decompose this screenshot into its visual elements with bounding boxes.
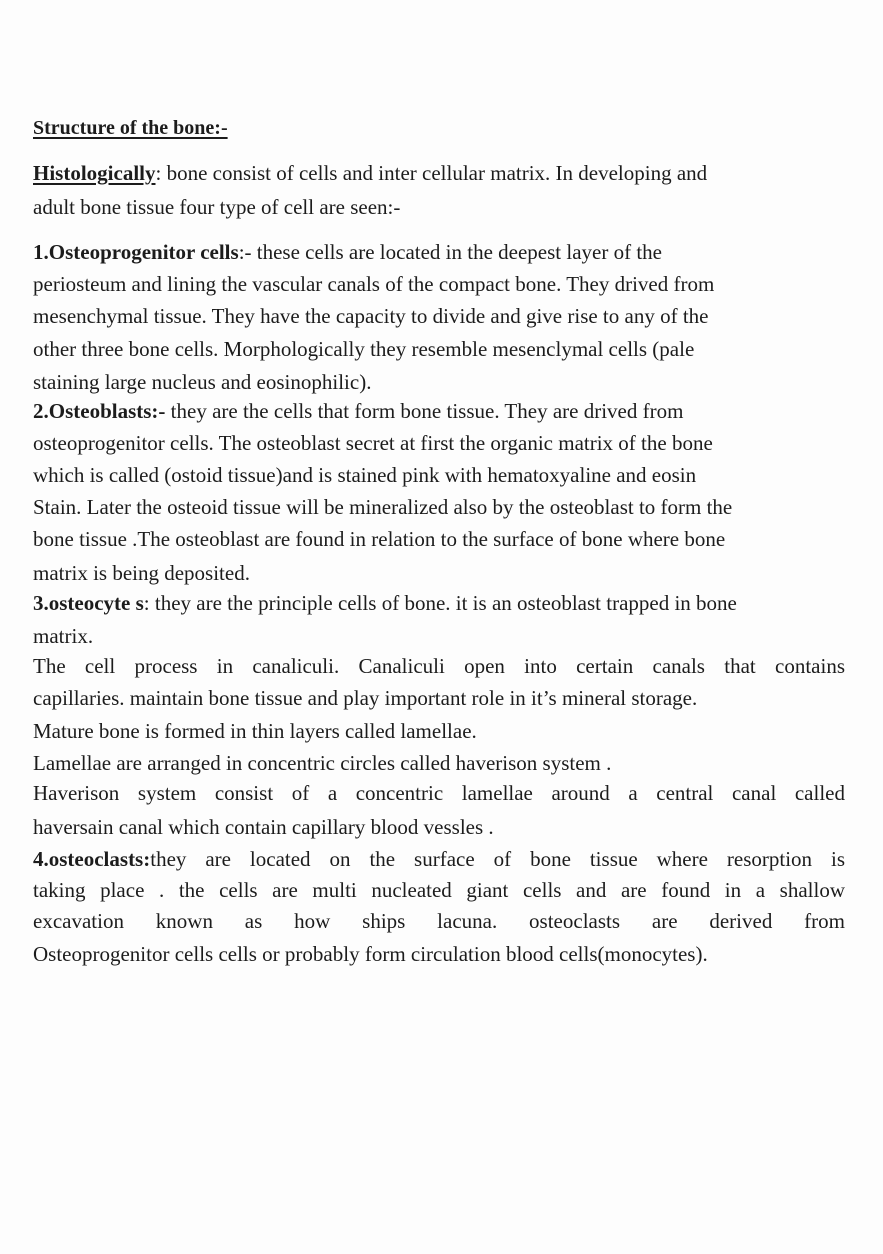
osteoprogenitor-line: periosteum and lining the vascular canals of the compact bone. They drived from — [33, 272, 715, 296]
osteocytes-term: 3.osteocyte s — [33, 591, 144, 615]
osteoclasts-line: Osteoprogenitor cells cells or probably form circulation blood cells(monocytes). — [33, 942, 708, 966]
osteocytes-line: matrix. — [33, 624, 94, 648]
osteocytes-line: capillaries. maintain bone tissue and play important role in it’s mineral storage. — [33, 686, 698, 710]
osteoclasts-text: they are located on the surface of bone tissue where resorption is — [150, 847, 845, 871]
osteocytes-line: Haverison system consist of a concentric lamellae around a central canal called — [33, 781, 845, 805]
osteocytes-line: The cell process in canaliculi. Canaliculi open into certain canals that contains — [33, 654, 845, 678]
osteoprogenitor-line: other three bone cells. Morphologically they resemble mesenclymal cells (pale — [33, 337, 695, 361]
osteoblasts-line: matrix is being deposited. — [33, 561, 250, 585]
osteoclasts-line: taking place . the cells are multi nucleated giant cells and are found in a shallow — [33, 878, 845, 902]
osteoclasts-line: excavation known as how ships lacuna. osteoclasts are derived from — [33, 909, 845, 933]
osteoclasts-line-1 — [33, 845, 845, 873]
histology-term: Histologically — [33, 161, 156, 185]
osteoprogenitor-text: :- these cells are located in the deepest layer of the — [238, 240, 663, 264]
osteoprogenitor-line-1 — [33, 238, 662, 266]
osteocytes-line: haversain canal which contain capillary blood vessles . — [33, 815, 494, 839]
osteoblasts-line: osteoprogenitor cells. The osteoblast secret at first the organic matrix of the bone — [33, 431, 713, 455]
osteoblasts-term: 2.Osteoblasts:- — [33, 399, 166, 423]
histology-line-2: adult bone tissue four type of cell are seen:- — [33, 195, 401, 219]
osteoclasts-term: 4.osteoclasts: — [33, 847, 151, 871]
osteocytes-text: : they are the principle cells of bone. it is an osteoblast trapped in bone — [143, 591, 737, 615]
histology-text: : bone consist of cells and inter cellular matrix. In developing and — [155, 161, 708, 185]
osteoblasts-line: bone tissue .The osteoblast are found in relation to the surface of bone where bone — [33, 527, 726, 551]
osteoblasts-line: which is called (ostoid tissue)and is stained pink with hematoxyaline and eosin — [33, 463, 697, 487]
osteoprogenitor-term: 1.Osteoprogenitor cells — [33, 240, 239, 264]
osteocytes-line-1 — [33, 589, 737, 617]
osteoblasts-line-1 — [33, 397, 683, 425]
osteocytes-line: Lamellae are arranged in concentric circles called haverison system . — [33, 751, 612, 775]
osteoblasts-text: they are the cells that form bone tissue. They are drived from — [165, 399, 684, 423]
page-title: Structure of the bone:- — [33, 117, 228, 139]
osteocytes-line: Mature bone is formed in thin layers called lamellae. — [33, 719, 477, 743]
osteoprogenitor-line: staining large nucleus and eosinophilic). — [33, 370, 372, 394]
osteoblasts-line: Stain. Later the osteoid tissue will be mineralized also by the osteoblast to form the — [33, 495, 733, 519]
osteoprogenitor-line: mesenchymal tissue. They have the capacity to divide and give rise to any of the — [33, 304, 709, 328]
histology-line-1 — [33, 159, 707, 187]
